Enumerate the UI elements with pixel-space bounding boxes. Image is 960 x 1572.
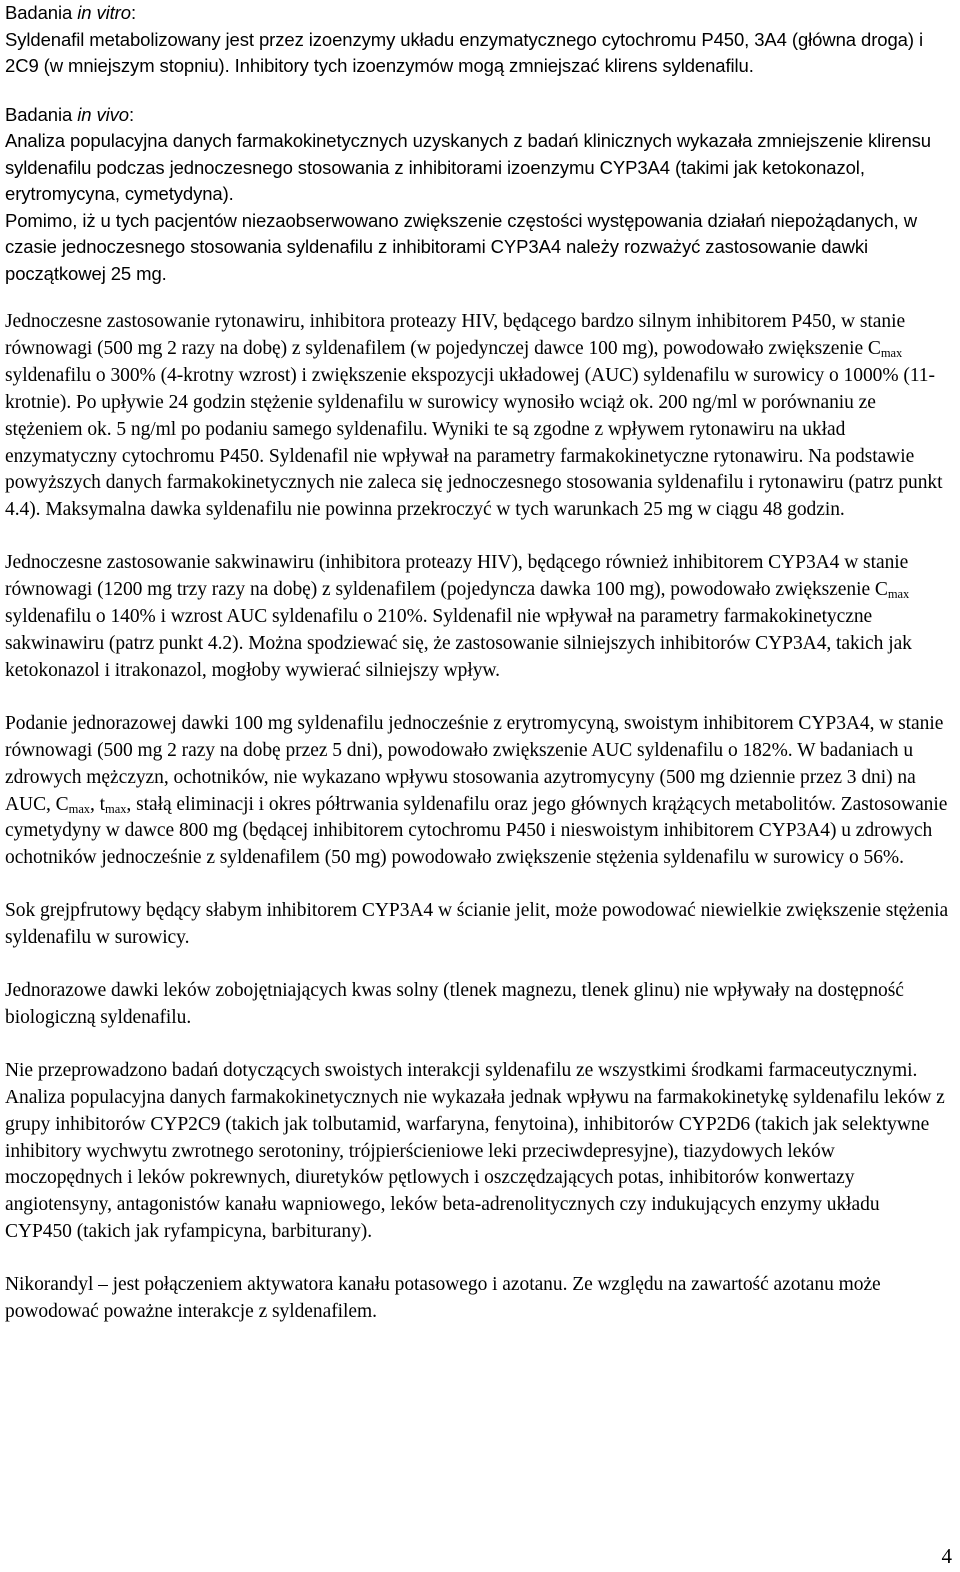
section-in-vitro (5, 0, 950, 80)
document-page (5, 0, 950, 1326)
paragraph-nicorandil: Nikorandyl – jest połączeniem aktywatora kanału potasowego i azotanu. Ze względu na zawartość azotanu może powodować poważne interakcje z syldenafilem. (5, 1274, 881, 1323)
page-number: 4 (941, 1544, 952, 1568)
in-vivo-text-2: Pomimo, iż u tych pacjentów niezaobserwowano zwiększenie częstości występowania działań niepożądanych, w czasie jednoczesnego stosowania syldenafilu z inhibitorami CYP3A4 należy rozważyć zastosowanie dawki początkowej 25 mg. (5, 209, 917, 284)
section-in-vivo (5, 102, 950, 288)
in-vitro-heading: Badania in vitro: (5, 2, 136, 23)
paragraph-grapefruit: Sok grejpfrutowy będący słabym inhibitorem CYP3A4 w ścianie jelit, może powodować niewielkie zwiększenie stężenia syldenafilu w surowicy. (5, 900, 949, 949)
in-vivo-heading: Badania in vivo: (5, 103, 135, 125)
paragraph-saquinavir: Jednoczesne zastosowanie sakwinawiru (inhibitora proteazy HIV), będącego również inhibitorem CYP3A4 w stanie równowagi (1200 mg trzy razy na dobę) z syldenafilem (pojedyncza dawka 100 mg), powodowało zwiększenie $C_{max}$ syldenafilu o 140% i wzrost AUC syldenafilu o 210%. Syldenafil nie wpływał na parametry farmakokinetyczne sakwinawiru (patrz punkt 4.2). Można spodziewać się, że zastosowanie silniejszych inhibitorów CYP3A4, takich jak ketokonazol i itrakonazol, mogłoby wywierać silniejszy wpływ. (5, 552, 912, 681)
in-vitro-text: Syldenafil metabolizowany jest przez izoenzymy układu enzymatycznego cytochromu P450, 3A4 (główna droga) i 2C9 (w mniejszym stopniu). Inhibitory tych izoenzymów mogą zmniejszać klirens syldenafilu. (5, 28, 923, 76)
paragraph-ritonavir: Jednoczesne zastosowanie rytonawiru, inhibitora proteazy HIV, będącego bardzo silnym inhibitorem P450, w stanie równowagi (500 mg 2 razy na dobę) z syldenafilem (w pojedynczej dawce 100 mg), powodowało zwiększenie $C_{max}$ syldenafilu o 300% (4-krotny wzrost) i zwiększenie ekspozycji układowej (AUC) syldenafilu w surowicy o 1000% (11-krotnie). Po upływie 24 godzin stężenie syldenafilu w surowicy wynosiło wciąż ok. 200 ng/ml w porównaniu ze stężeniem ok. 5 ng/ml po podaniu samego syldenafilu. Wyniki te są zgodne z wpływem rytonawiru na układ enzymatyczny cytochromu P450. Syldenafil nie wpływał na parametry farmakokinetyczne rytonawiru. Na podstawie powyższych danych farmakokinetycznych nie zaleca się jednoczesnego stosowania syldenafilu i rytonawiru (patrz punkt 4.4). Maksymalna dawka syldenafilu nie powinna przekroczyć w tych warunkach 25 mg w ciągu 48 godzin. (5, 311, 943, 521)
paragraph-no-studies: Nie przeprowadzono badań dotyczących swoistych interakcji syldenafilu ze wszystkimi środkami farmaceutycznymi. Analiza populacyjna danych farmakokinetycznych nie wykazała jednak wpływu na farmakokinetykę syldenafilu leków z grupy inhibitorów CYP2C9 (takich jak tolbutamid, warfaryna, fenytoina), inhibitorów CYP2D6 (takich jak selektywne inhibitory wychwytu zwrotnego serotoniny, trójpierścieniowe leki przeciwdepresyjne), tiazydowych leków moczopędnych i leków pokrewnych, diuretyków pętlowych i oszczędzających potas, inhibitorów konwertazy angiotensyny, antagonistów kanału wapniowego, leków beta-adrenolitycznych czy indukujących enzymy układu CYP450 (takich jak ryfampicyna, barbiturany). (5, 1059, 945, 1243)
paragraph-erythromycin: Podanie jednorazowej dawki 100 mg syldenafilu jednocześnie z erytromycyną, swoistym inhibitorem CYP3A4, w stanie równowagi (500 mg 2 razy na dobę przez 5 dni), powodowało zwiększenie AUC syldenafilu o 182%. W badaniach u zdrowych mężczyzn, ochotników, nie wykazano wpływu stosowania azytromycyny (500 mg dziennie przez 3 dni) na AUC, $C_{max}$, $t_{max}$, stałą eliminacji i okres półtrwania syldenafilu oraz jego głównych krążących metabolitów. Zastosowanie cymetydyny w dawce 800 mg (będącej inhibitorem cytochromu P450 i nieswoistym inhibitorem CYP3A4) u zdrowych ochotników jednocześnie z syldenafilem (50 mg) powodowało zwiększenie stężenia syldenafilu w surowicy o 56%. (5, 712, 948, 869)
in-vivo-text-1: Analiza populacyjna danych farmakokinetycznych uzyskanych z badań klinicznych wykazała zmniejszenie klirensu syldenafilu podczas jednoczesnego stosowania z inhibitorami izoenzymu CYP3A4 (takimi jak ketokonazol, erytromycyna, cymetydyna). (5, 130, 931, 204)
paragraph-antacids: Jednorazowe dawki leków zobojętniających kwas solny (tlenek magnezu, tlenek glinu) nie wpływały na dostępność biologiczną syldenafilu. (5, 980, 904, 1028)
